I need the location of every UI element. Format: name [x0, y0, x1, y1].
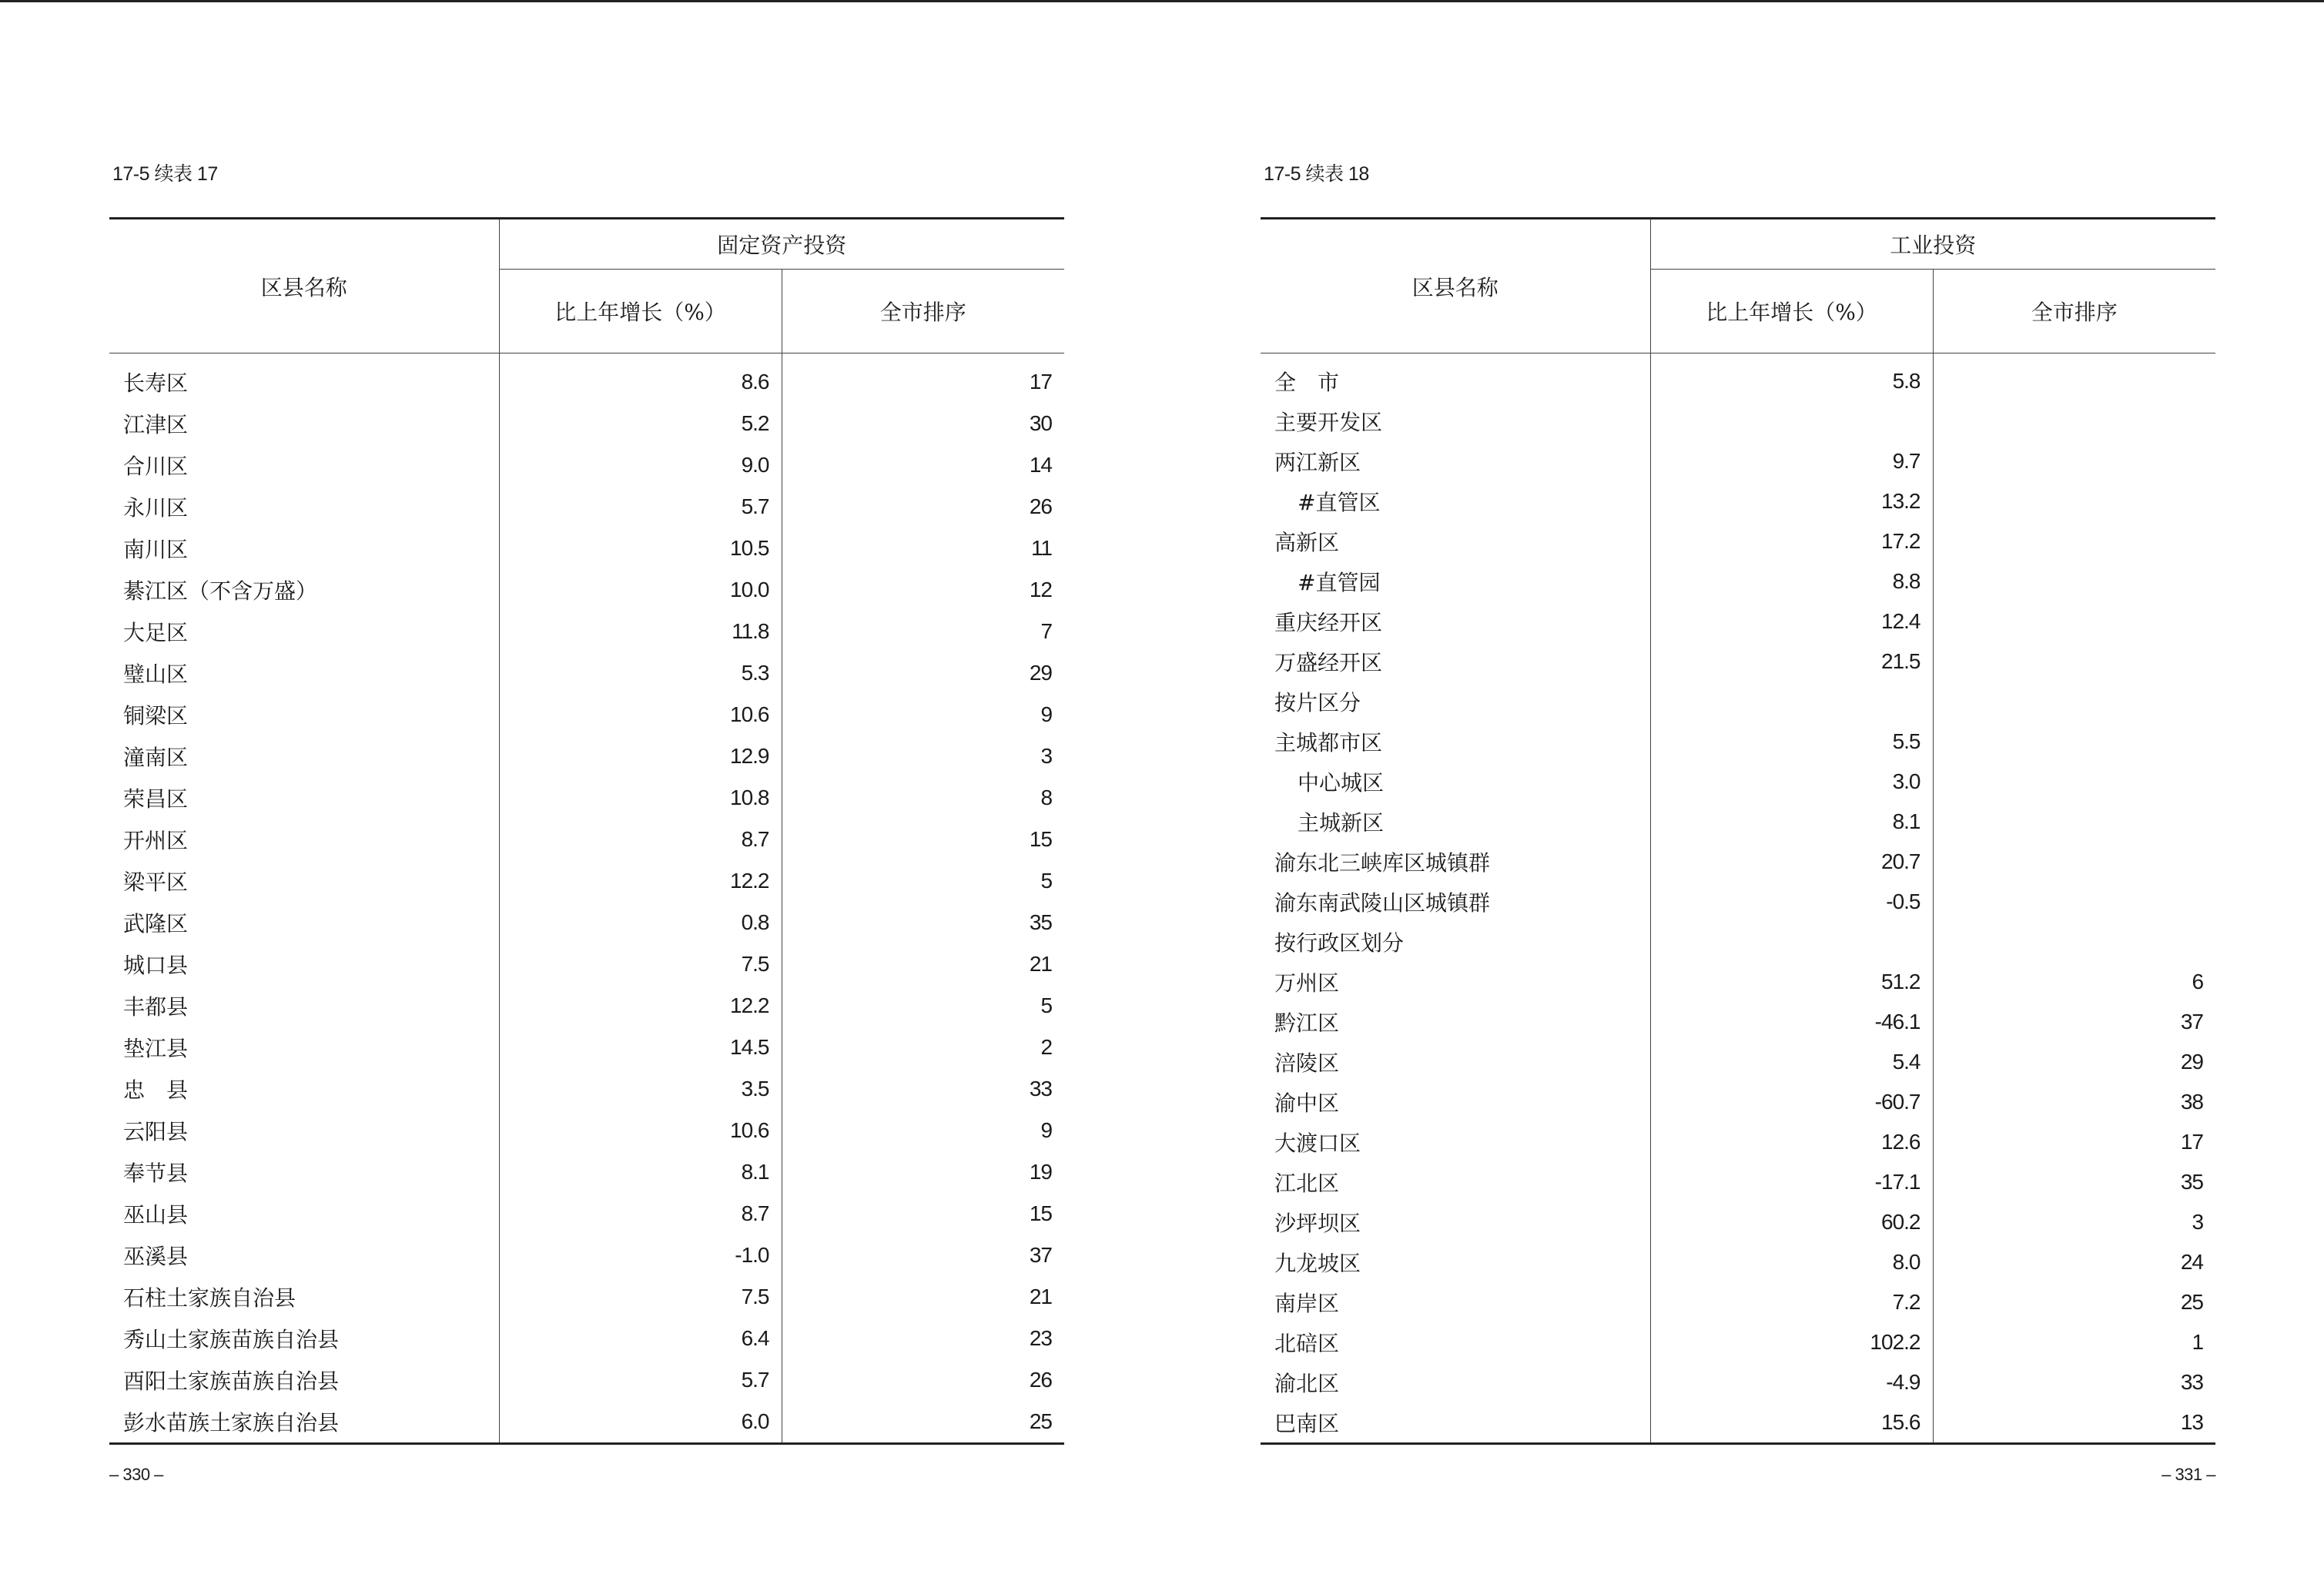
table-row: [109, 353, 1064, 404]
table-row: [109, 943, 1064, 985]
district-name-cell: 涪陵区: [1261, 1042, 1650, 1082]
district-name-cell: 按行政区划分: [1261, 922, 1650, 962]
district-name-cell: 丰都县: [109, 985, 499, 1027]
district-name-cell: 渝北区: [1261, 1362, 1650, 1402]
district-name-cell: 中心城区: [1261, 762, 1650, 802]
rank-cell: [1933, 353, 2215, 402]
rank-cell: [1933, 762, 2215, 802]
rank-cell: 24: [2180, 1250, 2204, 1274]
rank-cell: 11: [1030, 536, 1053, 560]
district-name-cell: 忠 县: [109, 1068, 499, 1110]
table-row: [1261, 1002, 2215, 1042]
table-row: [1261, 561, 2215, 601]
rank-cell: [1933, 922, 2215, 962]
page-number: – 330 –: [109, 1465, 163, 1484]
growth-cell: 5.7: [499, 1359, 782, 1401]
rank-cell: 14: [1029, 453, 1053, 477]
growth-cell: 5.5: [1650, 722, 1933, 762]
growth-cell: -0.5: [1650, 882, 1933, 922]
table-row: [109, 1401, 1064, 1444]
header-district-name: 区县名称: [109, 219, 499, 353]
district-name-cell: 合川区: [109, 444, 499, 486]
table-row: [1261, 1162, 2215, 1202]
table-row: [109, 444, 1064, 486]
district-name-cell: 江津区: [109, 403, 499, 444]
rank-cell: 25: [2180, 1290, 2204, 1314]
table-row: [1261, 401, 2215, 441]
district-name-cell: 渝东南武陵山区城镇群: [1261, 882, 1650, 922]
district-name-cell: 主城都市区: [1261, 722, 1650, 762]
table-row: [109, 1193, 1064, 1235]
header-district-name: 区县名称: [1261, 219, 1650, 353]
table-row: [1261, 1402, 2215, 1444]
district-name-cell: 铜梁区: [109, 694, 499, 735]
growth-cell: 9.7: [1650, 441, 1933, 481]
growth-cell: 7.2: [1650, 1282, 1933, 1322]
rank-cell: 8: [1040, 786, 1053, 809]
district-name-cell: 按片区分: [1261, 682, 1650, 722]
rank-cell: 29: [2180, 1050, 2204, 1074]
district-name-cell: 沙坪坝区: [1261, 1202, 1650, 1242]
rank-cell: 15: [1029, 1201, 1053, 1225]
rank-cell: 37: [1029, 1243, 1053, 1267]
growth-cell: 5.8: [1650, 353, 1933, 402]
rank-cell: [1933, 441, 2215, 481]
district-name-cell: 长寿区: [109, 353, 499, 404]
growth-cell: [1650, 682, 1933, 722]
table-row: [109, 985, 1064, 1027]
rank-cell: [1933, 802, 2215, 842]
growth-cell: 14.5: [499, 1027, 782, 1068]
growth-cell: 3.5: [499, 1068, 782, 1110]
table-row: [1261, 722, 2215, 762]
rank-cell: 3: [2192, 1210, 2204, 1234]
growth-cell: 8.0: [1650, 1242, 1933, 1282]
header-growth: 比上年增长（%）: [499, 270, 782, 353]
district-name-cell: 南川区: [109, 528, 499, 569]
table-row: [1261, 802, 2215, 842]
table-row: [1261, 481, 2215, 521]
rank-cell: 17: [2180, 1130, 2204, 1154]
rank-cell: 33: [2180, 1370, 2204, 1394]
district-name-cell: 秀山土家族苗族自治县: [109, 1318, 499, 1359]
district-name-cell: 巴南区: [1261, 1402, 1650, 1444]
table-row: [1261, 1322, 2215, 1362]
growth-cell: 7.5: [499, 1276, 782, 1318]
table-row: [109, 1027, 1064, 1068]
rank-cell: 35: [2180, 1170, 2204, 1194]
district-name-cell: 奉节县: [109, 1151, 499, 1193]
growth-cell: 15.6: [1650, 1402, 1933, 1444]
table-row: [109, 1359, 1064, 1401]
table-row: [1261, 682, 2215, 722]
table-row: [1261, 1362, 2215, 1402]
rank-cell: 5: [1040, 993, 1053, 1017]
table-row: [109, 569, 1064, 611]
growth-cell: 7.5: [499, 943, 782, 985]
rank-cell: 1: [2192, 1330, 2204, 1354]
rank-cell: 2: [1040, 1035, 1053, 1059]
header-group: 固定资产投资: [499, 219, 1064, 270]
growth-cell: 12.6: [1650, 1122, 1933, 1162]
header-rank: 全市排序: [1933, 270, 2215, 353]
growth-cell: 12.9: [499, 735, 782, 777]
growth-cell: 9.0: [499, 444, 782, 486]
district-name-cell: 石柱土家族自治县: [109, 1276, 499, 1318]
rank-cell: [1933, 601, 2215, 642]
growth-cell: 10.6: [499, 1110, 782, 1151]
growth-cell: 6.0: [499, 1401, 782, 1444]
rank-cell: [1933, 521, 2215, 561]
growth-cell: [1650, 922, 1933, 962]
district-name-cell: 万盛经开区: [1261, 642, 1650, 682]
district-name-cell: 主城新区: [1261, 802, 1650, 842]
district-name-cell: 黔江区: [1261, 1002, 1650, 1042]
table-row: [1261, 1042, 2215, 1082]
table-row: [109, 403, 1064, 444]
district-name-cell: 永川区: [109, 486, 499, 528]
rank-cell: 9: [1040, 702, 1053, 726]
district-name-cell: 江北区: [1261, 1162, 1650, 1202]
rank-cell: 29: [1029, 661, 1053, 685]
growth-cell: 11.8: [499, 611, 782, 652]
district-name-cell: #直管区: [1261, 481, 1650, 521]
rank-cell: 30: [1029, 411, 1053, 435]
district-name-cell: 武隆区: [109, 902, 499, 943]
table-caption: 17-5 续表 17: [112, 163, 218, 185]
rank-cell: 15: [1029, 827, 1053, 851]
table-row: [109, 528, 1064, 569]
district-name-cell: 主要开发区: [1261, 401, 1650, 441]
growth-cell: 21.5: [1650, 642, 1933, 682]
header-rank: 全市排序: [782, 270, 1064, 353]
rank-cell: 7: [1040, 619, 1053, 643]
district-name-cell: 开州区: [109, 819, 499, 860]
growth-cell: [1650, 401, 1933, 441]
district-name-cell: 万州区: [1261, 962, 1650, 1002]
district-name-cell: #直管园: [1261, 561, 1650, 601]
growth-cell: 8.7: [499, 819, 782, 860]
district-name-cell: 潼南区: [109, 735, 499, 777]
table-row: [1261, 1242, 2215, 1282]
growth-cell: 5.3: [499, 652, 782, 694]
table-row: [109, 1151, 1064, 1193]
rank-cell: 35: [1029, 910, 1053, 934]
district-name-cell: 全 市: [1261, 353, 1650, 402]
district-name-cell: 南岸区: [1261, 1282, 1650, 1322]
rank-cell: 6: [2192, 970, 2204, 993]
rank-cell: [1933, 481, 2215, 521]
table-row: [109, 1235, 1064, 1276]
table-row: [1261, 353, 2215, 402]
growth-cell: 12.2: [499, 985, 782, 1027]
growth-cell: -4.9: [1650, 1362, 1933, 1402]
rank-cell: 3: [1040, 744, 1053, 768]
rank-cell: [1933, 882, 2215, 922]
table-row: [1261, 882, 2215, 922]
district-name-cell: 巫溪县: [109, 1235, 499, 1276]
rank-cell: 26: [1029, 494, 1053, 518]
table-row: [109, 777, 1064, 819]
header-growth: 比上年增长（%）: [1650, 270, 1933, 353]
rank-cell: 25: [782, 1401, 1064, 1444]
growth-cell: 8.6: [499, 353, 782, 404]
district-name-cell: 北碚区: [1261, 1322, 1650, 1362]
growth-cell: 17.2: [1650, 521, 1933, 561]
table-row: [1261, 521, 2215, 561]
district-name-cell: 九龙坡区: [1261, 1242, 1650, 1282]
table-row: [109, 1068, 1064, 1110]
district-name-cell: 渝东北三峡库区城镇群: [1261, 842, 1650, 882]
growth-cell: 13.2: [1650, 481, 1933, 521]
growth-cell: -60.7: [1650, 1082, 1933, 1122]
growth-cell: 0.8: [499, 902, 782, 943]
rank-cell: [1933, 722, 2215, 762]
district-name-cell: 城口县: [109, 943, 499, 985]
district-name-cell: 重庆经开区: [1261, 601, 1650, 642]
table-row: [109, 902, 1064, 943]
table-row: [1261, 842, 2215, 882]
table-row: [109, 486, 1064, 528]
district-name-cell: 云阳县: [109, 1110, 499, 1151]
growth-cell: 8.7: [499, 1193, 782, 1235]
growth-cell: 10.5: [499, 528, 782, 569]
table-row: [109, 1110, 1064, 1151]
table-row: [1261, 1082, 2215, 1122]
page-top-rule: [0, 0, 2324, 2]
growth-cell: 6.4: [499, 1318, 782, 1359]
growth-cell: 5.7: [499, 486, 782, 528]
table-caption: 17-5 续表 18: [1264, 163, 1369, 185]
growth-cell: 60.2: [1650, 1202, 1933, 1242]
table-row: [109, 860, 1064, 902]
page-number: – 331 –: [2162, 1465, 2215, 1484]
growth-cell: -17.1: [1650, 1162, 1933, 1202]
table-row: [1261, 762, 2215, 802]
rank-cell: 23: [1029, 1326, 1053, 1350]
growth-cell: 102.2: [1650, 1322, 1933, 1362]
table-row: [1261, 1122, 2215, 1162]
growth-cell: 12.2: [499, 860, 782, 902]
growth-cell: 8.1: [499, 1151, 782, 1193]
growth-cell: 5.2: [499, 403, 782, 444]
growth-cell: 51.2: [1650, 962, 1933, 1002]
table-row: [109, 694, 1064, 735]
rank-cell: [1933, 401, 2215, 441]
district-name-cell: 巫山县: [109, 1193, 499, 1235]
rank-cell: 26: [1029, 1368, 1053, 1392]
growth-cell: -1.0: [499, 1235, 782, 1276]
table-row: [109, 611, 1064, 652]
table-row: [1261, 922, 2215, 962]
district-name-cell: 两江新区: [1261, 441, 1650, 481]
rank-cell: 5: [1040, 869, 1053, 893]
growth-cell: 20.7: [1650, 842, 1933, 882]
district-name-cell: 彭水苗族土家族自治县: [109, 1401, 499, 1444]
district-name-cell: 高新区: [1261, 521, 1650, 561]
table-row: [109, 735, 1064, 777]
growth-cell: 10.6: [499, 694, 782, 735]
table-row: [1261, 441, 2215, 481]
growth-cell: 3.0: [1650, 762, 1933, 802]
rank-cell: 19: [1029, 1160, 1053, 1184]
rank-cell: 21: [1029, 952, 1053, 976]
district-name-cell: 大足区: [109, 611, 499, 652]
growth-cell: 8.1: [1650, 802, 1933, 842]
rank-cell: 13: [1933, 1402, 2215, 1444]
rank-cell: 21: [1029, 1285, 1053, 1308]
district-name-cell: 酉阳土家族苗族自治县: [109, 1359, 499, 1401]
rank-cell: 9: [1040, 1118, 1053, 1142]
table-row: [109, 1318, 1064, 1359]
rank-cell: 12: [1029, 578, 1053, 601]
growth-cell: 12.4: [1650, 601, 1933, 642]
growth-cell: 5.4: [1650, 1042, 1933, 1082]
table-row: [1261, 642, 2215, 682]
header-group: 工业投资: [1650, 219, 2215, 270]
rank-cell: 37: [2180, 1010, 2204, 1034]
table-row: [109, 1276, 1064, 1318]
table-row: [109, 819, 1064, 860]
table-row: [1261, 962, 2215, 1002]
district-name-cell: 璧山区: [109, 652, 499, 694]
industrial-investment-table: [1261, 217, 2215, 1445]
fixed-asset-investment-table: [109, 217, 1064, 1445]
table-row: [1261, 601, 2215, 642]
rank-cell: 33: [1029, 1077, 1053, 1101]
rank-cell: [1933, 561, 2215, 601]
table-row: [109, 652, 1064, 694]
district-name-cell: 垫江县: [109, 1027, 499, 1068]
growth-cell: 10.8: [499, 777, 782, 819]
growth-cell: 8.8: [1650, 561, 1933, 601]
district-name-cell: 渝中区: [1261, 1082, 1650, 1122]
rank-cell: 17: [1029, 370, 1053, 394]
district-name-cell: 綦江区（不含万盛）: [109, 569, 499, 611]
growth-cell: 10.0: [499, 569, 782, 611]
rank-cell: 38: [2180, 1090, 2204, 1114]
district-name-cell: 大渡口区: [1261, 1122, 1650, 1162]
district-name-cell: 梁平区: [109, 860, 499, 902]
rank-cell: [1933, 642, 2215, 682]
growth-cell: -46.1: [1650, 1002, 1933, 1042]
rank-cell: [1933, 842, 2215, 882]
table-row: [1261, 1282, 2215, 1322]
table-row: [1261, 1202, 2215, 1242]
rank-cell: [1933, 682, 2215, 722]
district-name-cell: 荣昌区: [109, 777, 499, 819]
